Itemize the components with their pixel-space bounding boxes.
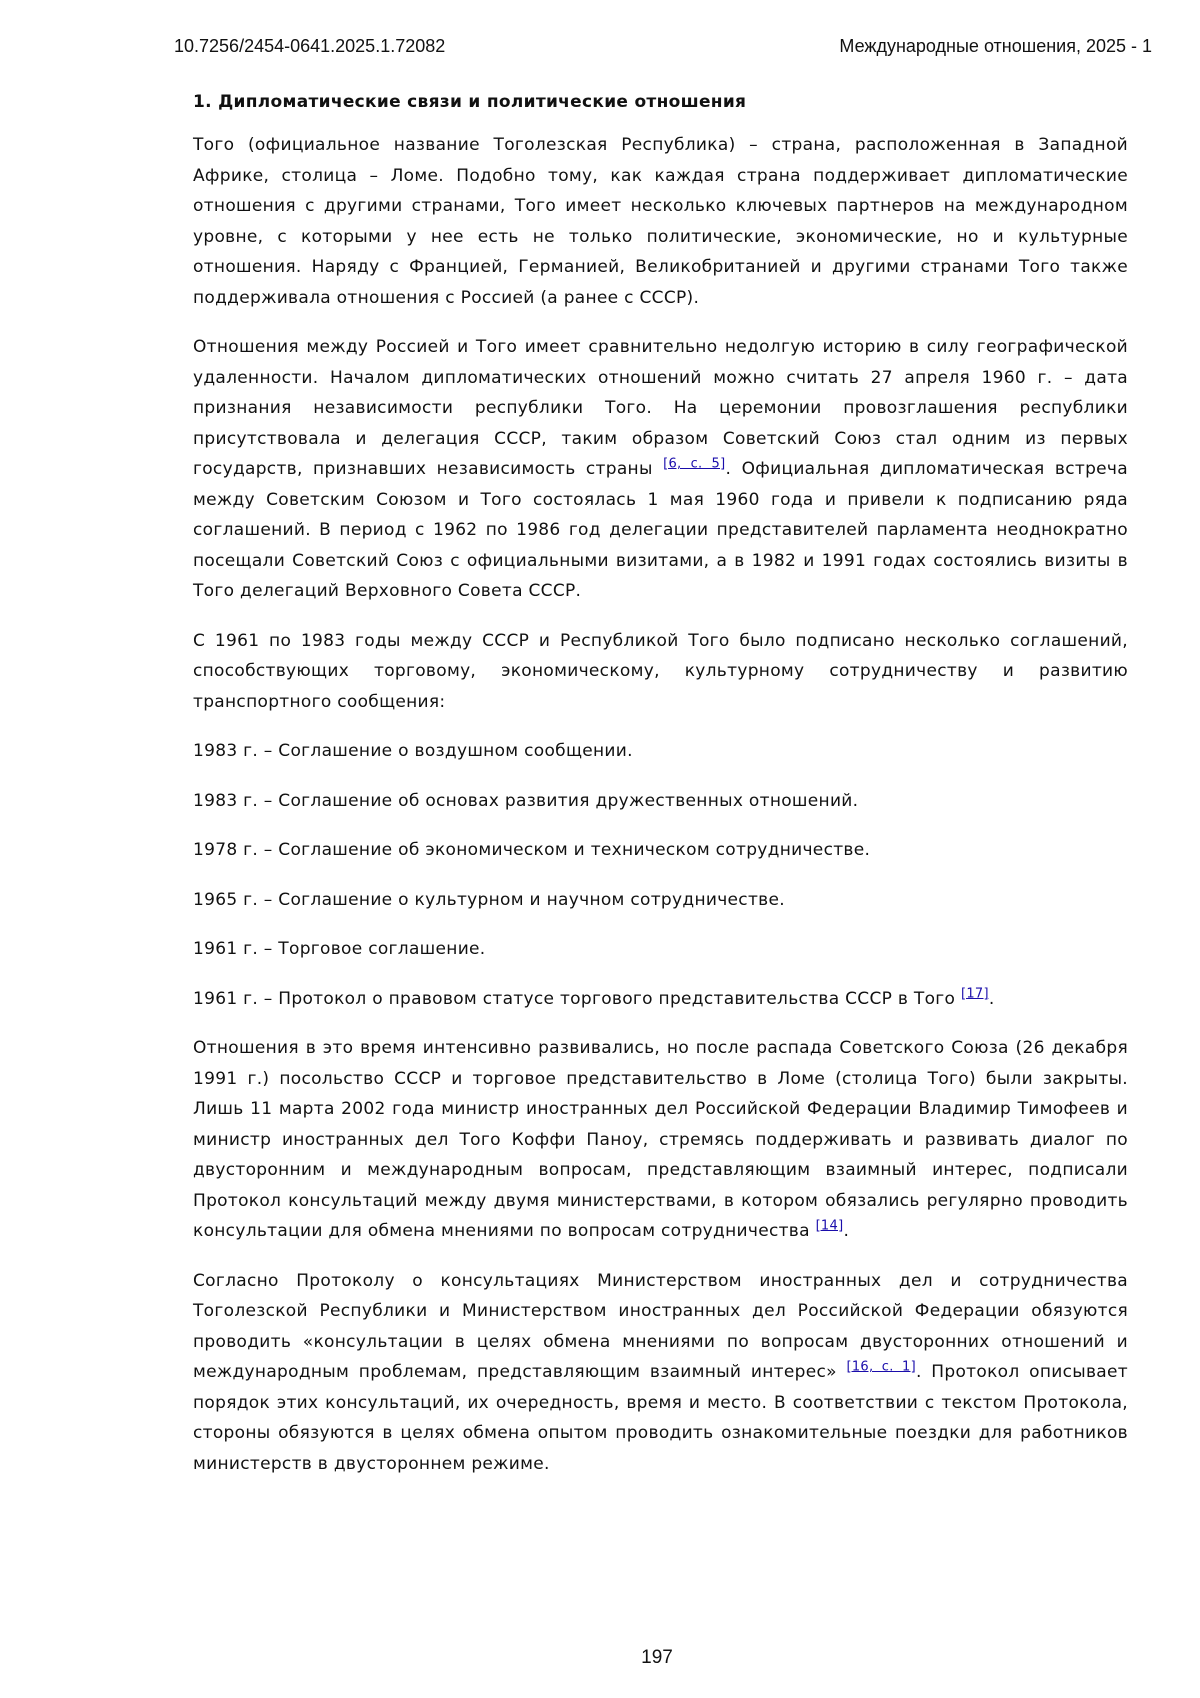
agreement-item: 1983 г. – Соглашение об основах развития дружественных отношений. (193, 790, 859, 811)
agreement-item: 1961 г. – Торговое соглашение. (193, 939, 486, 959)
paragraph-history (193, 332, 1128, 607)
agreement-last-tail: . (988, 988, 995, 1009)
doi-label: 10.7256/2454-0641.2025.1.72082 (174, 36, 446, 56)
paragraph-history-text-b: . Официальная дипломатическая встреча между Советским Союзом и Того состоялась 1 мая 1960 года и привели к подписанию ряда соглашений. В период с 1962 по 1986 год делегации представителей парламента неоднократно посещали Советский Союз с официальными визитами, а в 1982 и 1991 годах состоялись визиты в Того делегаций Верховного Совета СССР. (193, 459, 1128, 601)
paragraph-post-ussr (193, 1033, 1128, 1247)
paragraph-post-ussr-text-a: Отношения в это время интенсивно развивались, но после распада Советского Союза (26 декабря 1991 г.) посольство СССР и торговое представительство в Ломе (столица Того) были закрыты. Лишь 11 марта 2002 года министр иностранных дел Российской Федерации Владимир Тимофеев и министр иностранных дел Того Коффи Паноу, стремясь поддерживать и развивать диалог по двусторонним и международным вопросам, представляющим взаимный интерес, подписали Протокол консультаций между двумя министерствами, в котором обязались регулярно проводить консультации для обмена мнениями по вопросам сотрудничества (193, 1038, 1128, 1241)
agreement-item: 1978 г. – Соглашение об экономическом и техническом сотрудничестве. (193, 840, 871, 860)
agreement-last-text: 1961 г. – Протокол о правовом статусе торгового представительства СССР в Того (193, 988, 956, 1009)
journal-label: Международные отношения, 2025 - 1 (839, 36, 1152, 56)
citation-link-16[interactable]: [16, с. 1] (846, 1359, 916, 1375)
citation-link-17[interactable]: [17] (960, 985, 989, 1001)
paragraph-intro: Того (официальное название Тоголезская Республика) – страна, расположенная в Западной Африке, столица – Ломе. Подобно тому, как каждая страна поддерживает дипломатические отношения с другими странами, Того имеет несколько ключевых партнеров на международном уровне, с которыми у нее есть не только политические, экономические, но и культурные отношения. Наряду с Францией, Германией, Великобританией и другими странами Того также поддерживала отношения с Россией (а ранее с СССР). (193, 135, 1128, 308)
page-number: 197 (641, 1647, 673, 1668)
running-header (174, 36, 1152, 57)
agreement-item: 1983 г. – Соглашение о воздушном сообщении. (193, 741, 633, 761)
paragraph-protocol-text-b: . Протокол описывает порядок этих консультаций, их очередность, время и место. В соответствии с текстом Протокола, стороны обязуются в целях обмена опытом проводить ознакомительные поездки для работников министерств в двустороннем режиме. (193, 1362, 1128, 1474)
section-title: 1. Дипломатические связи и политические отношения (193, 92, 747, 112)
paragraph-protocol (193, 1266, 1128, 1480)
paragraph-agreements-intro: С 1961 по 1983 годы между СССР и Республикой Того было подписано несколько соглашений, способствующих торговому, экономическому, культурному сотрудничеству и развитию транспортного сообщения: (193, 630, 1128, 712)
paragraph-history-text-a: Отношения между Россией и Того имеет сравнительно недолгую историю в силу географической удаленности. Началом дипломатических отношений можно считать 27 апреля 1960 г. – дата признания независимости республики Того. На церемонии провозглашения республики присутствовала и делегация СССР, таким образом Советский Союз стал одним из первых государств, признавших независимость страны (193, 337, 1128, 479)
citation-link-6[interactable]: [6, с. 5] (663, 456, 726, 472)
agreement-item-last (193, 984, 1128, 1015)
citation-link-14[interactable]: [14] (815, 1218, 844, 1234)
paragraph-protocol-text-a: Согласно Протоколу о консультациях Министерством иностранных дел и сотрудничества Тоголезской Республики и Министерством иностранных дел Российской Федерации обязуются проводить «консультации в целях обмена мнениями по вопросам двусторонних отношений и международным проблемам, представляющим взаимный интерес» (193, 1270, 1128, 1382)
paragraph-post-ussr-text-b: . (843, 1221, 850, 1241)
agreement-item: 1965 г. – Соглашение о культурном и научном сотрудничестве. (193, 889, 785, 910)
article-body (193, 88, 1128, 1498)
